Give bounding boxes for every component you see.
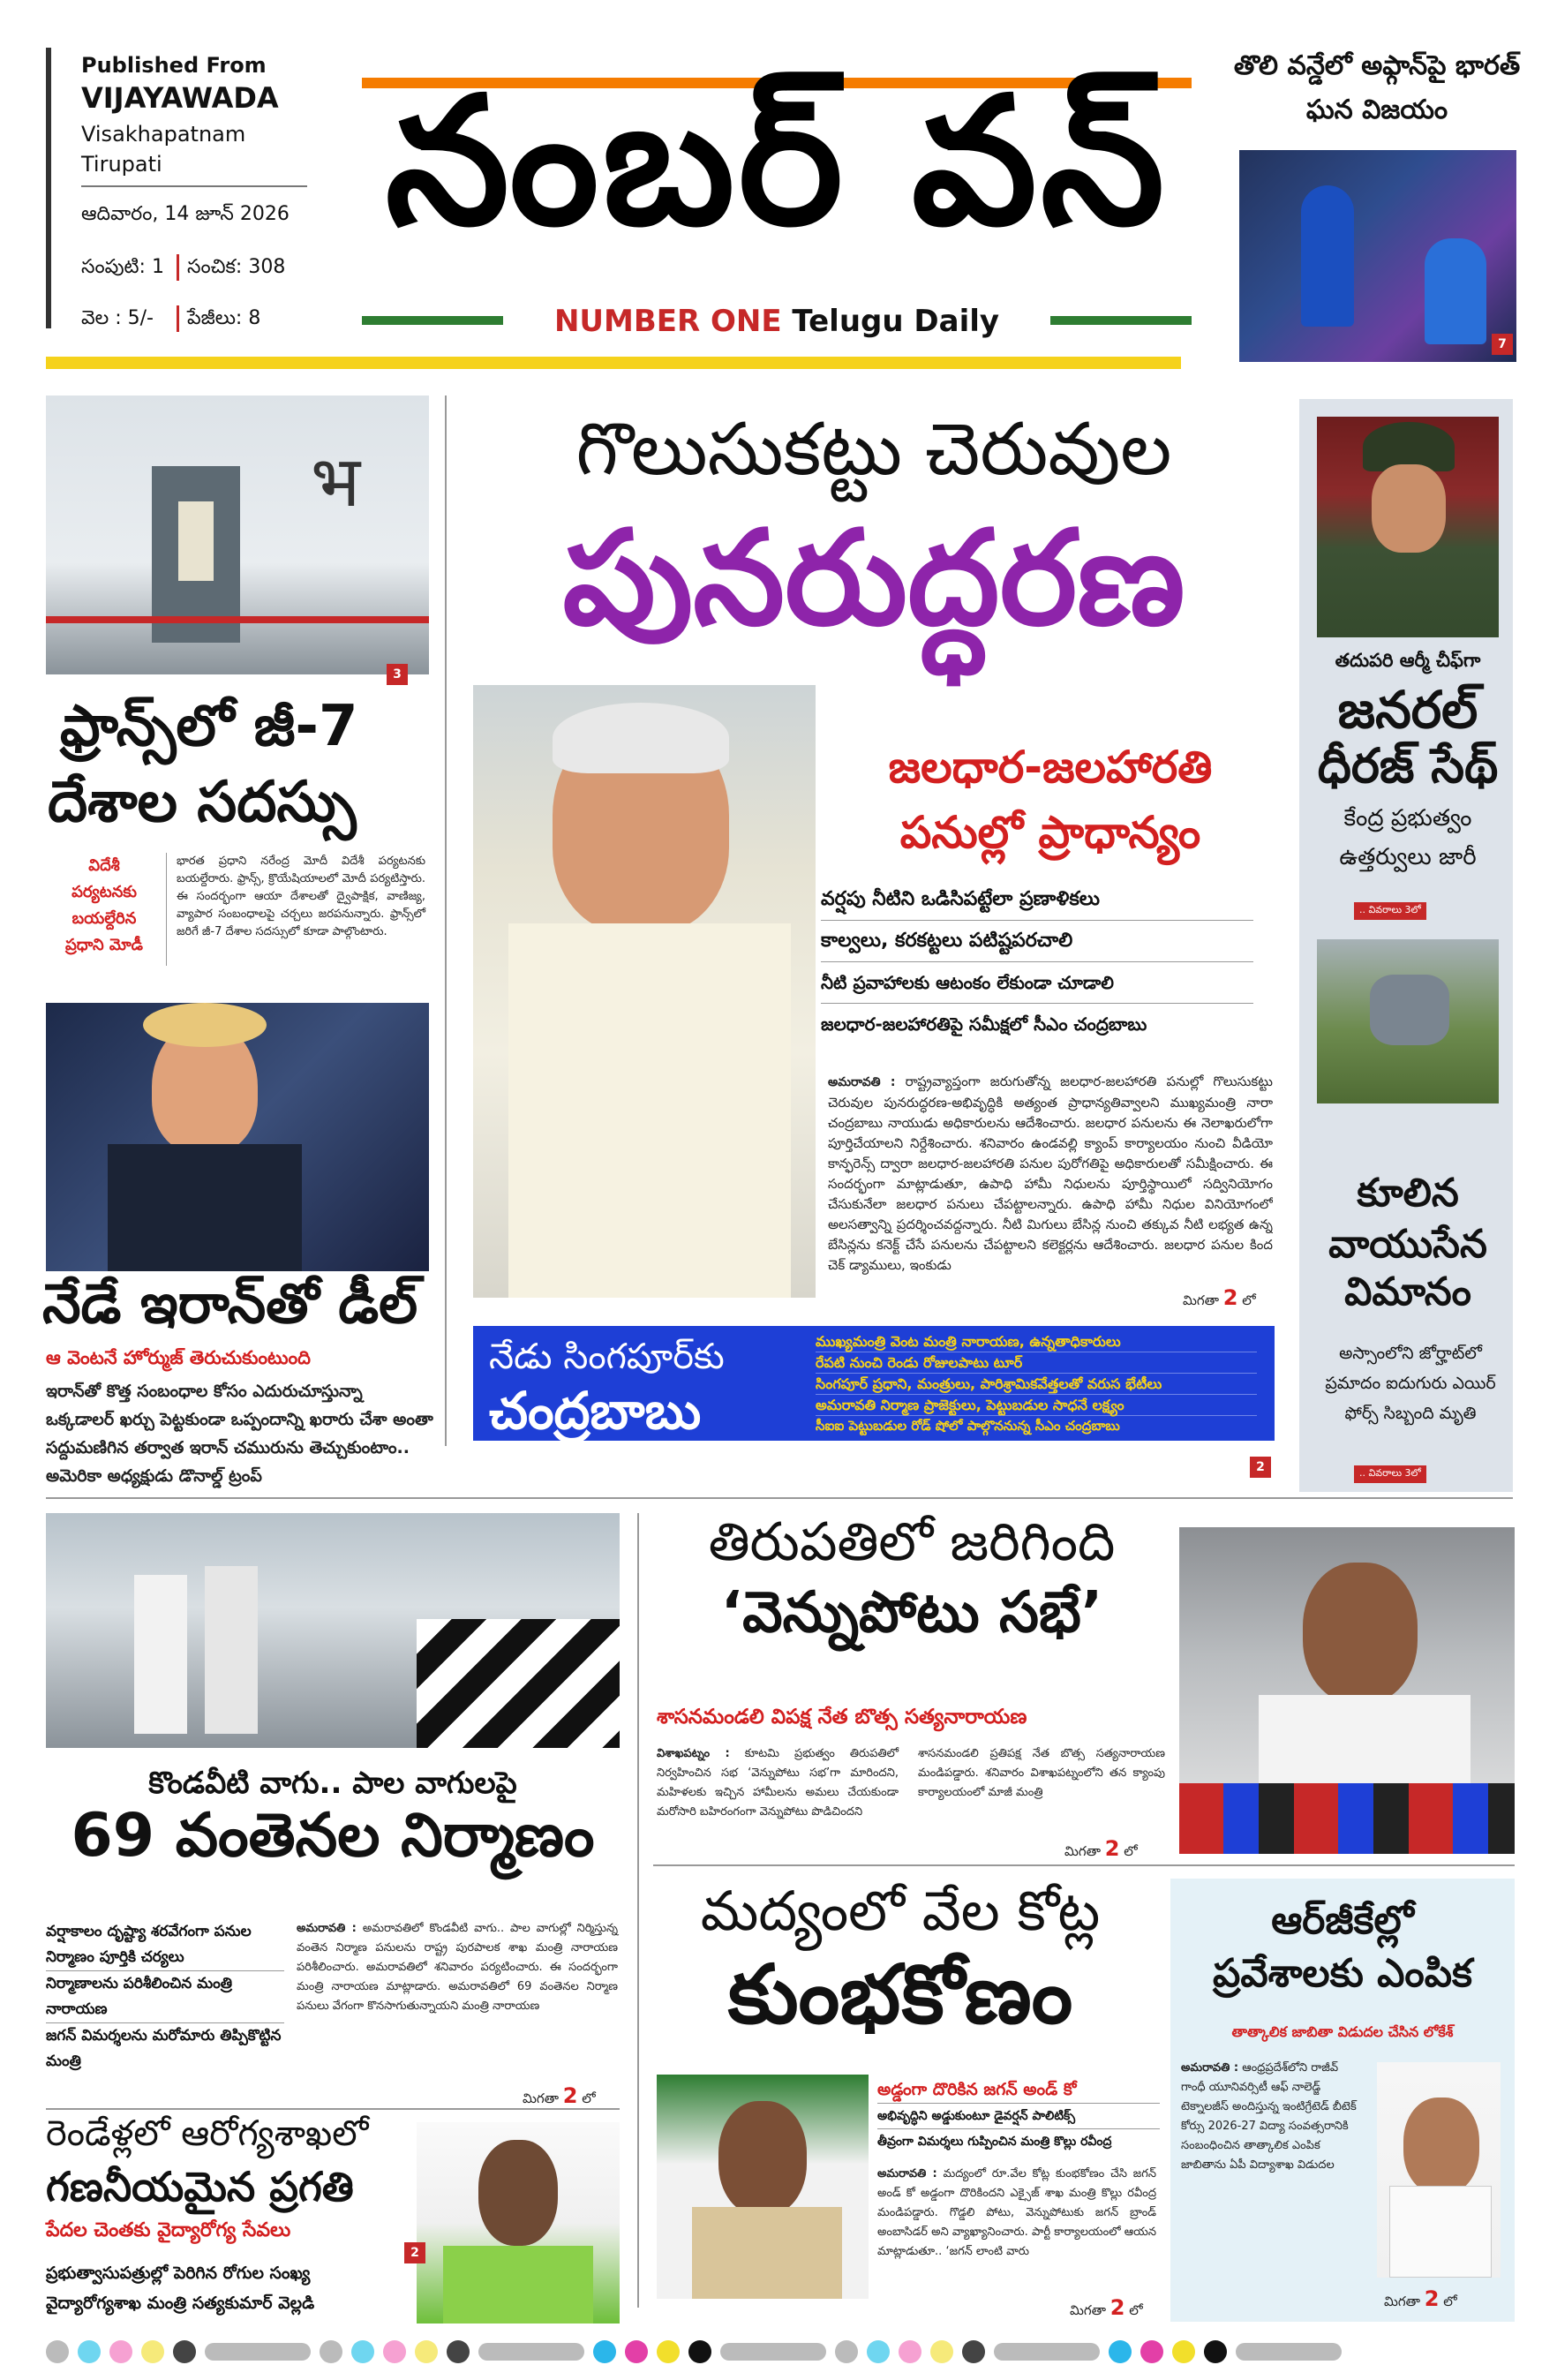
bridges-more: మిగతా 2 లో <box>523 2083 596 2108</box>
masthead-underline <box>46 357 1181 369</box>
tirupati-more: మిగతా 2 లో <box>1064 1836 1138 1861</box>
health-divider <box>46 2108 620 2110</box>
health-sub: పేదల చెంతకు వైద్యారోగ్య సేవలు <box>46 2219 291 2241</box>
rgukt-sub: తాత్కాలిక జాబితా విడుదల చేసిన లోకేశ్ <box>1231 2023 1454 2040</box>
singapore-headline-2: చంద్రబాబు <box>489 1381 702 1441</box>
lead-bullet-2: కాల్వలు, కరకట్టలు పటిష్టపరచాలి <box>821 921 1253 962</box>
chandrababu-photo <box>473 685 816 1298</box>
logo-subtitle: NUMBER ONE Telugu Daily <box>553 304 1000 339</box>
liquor-body: అమరావతి : మద్యంలో రూ.వేల కోట్ల కుంభకోణం చేసి జగన్ అండ్ కో అడ్డంగా దొరికిందని ఎక్సైజ్ శాఖ మంత్రి కొల్లు రవీంద్ర మండిపడ్డారు. గొడ్డలి పోటు, వెన్నుపోటుకు జగన్ బ్రాండ్ అంబాసిడర్ అని వ్యాఖ్యానించారు. పార్టీ కార్యాలయంలో ఆయన మాట్లాడుతూ.. ‘జగన్ లాంటి వారు <box>877 2167 1156 2258</box>
lead-more: మిగతా 2 లో <box>1183 1285 1256 1310</box>
volume: సంపుటి: 1 <box>81 256 164 278</box>
crash-headline-3: విమానం <box>1344 1269 1471 1314</box>
army-headline-1: జనరల్ <box>1337 680 1478 740</box>
bridges-headline: 69 వంతెనల నిర్మాణం <box>71 1801 595 1871</box>
botcha-photo <box>1179 1527 1515 1854</box>
bridge-inspection-photo <box>46 1513 620 1748</box>
iran-headline: నేడే ఇరాన్‌తో డీల్ <box>42 1271 418 1336</box>
liquor-divider <box>653 1864 1515 1866</box>
health-headline-2: గణనీయమైన ప్రగతి <box>46 2163 354 2211</box>
lead-bullet-1: వర్షపు నీటిని ఒడిసిపట్టేలా ప్రణాళికలు <box>821 879 1253 921</box>
lokesh-photo <box>1377 2062 1501 2278</box>
army-kicker: తదుపరి ఆర్మీ చీఫ్‌గా <box>1335 650 1481 671</box>
army-sub-1: కేంద్ర ప్రభుత్వం <box>1343 805 1472 832</box>
registration-bar <box>46 2338 1513 2366</box>
bridges-kicker: కొండవీటి వాగు.. పాల వాగులపై <box>148 1766 517 1801</box>
satyakumar-photo <box>417 2122 620 2324</box>
kollu-ravindra-photo <box>657 2075 869 2299</box>
city-vijayawada: VIJAYAWADA <box>81 81 279 115</box>
top-right-headline: తొలి వన్డేలో అఫ్గాన్‌పై భారత్ ఘన విజయం <box>1233 50 1521 125</box>
lead-bullet-3: నీటి ప్రవాహాలకు ఆటంకం లేకుండా చూడాలి <box>821 962 1253 1004</box>
lead-headline: పునరుద్ధరణ <box>562 502 1185 654</box>
liquor-headline-2: కుంభకోణం <box>727 1947 1073 2042</box>
middle-divider <box>637 1513 639 2308</box>
tirupati-sub: శాసనమండలి విపక్ష నేత బొత్స సత్యనారాయణ <box>657 1706 1027 1729</box>
cricket-page-ref: 7 <box>1492 334 1513 355</box>
g7-body: భారత ప్రధాని నరేంద్ర మోదీ విదేశీ పర్యటనకు బయల్దేరారు. ఫ్రాన్స్, క్రొయేషియాలలో మోదీ పర్యటిస్తారు. ఈ సందర్భంగా ఆయా దేశాలతో ద్వైపాక్షిక, వాణిజ్య, వ్యాపార సంబంధాలపై చర్చలు జరపనున్నారు. ఫ్రాన్స్‌లో జరిగే జీ-7 దేశాల సదస్సులో కూడా పాల్గొంటారు. <box>177 855 425 938</box>
lead-sub-1: జలధార-జలహారతి <box>888 742 1213 793</box>
issue-date: ఆదివారం, 14 జూన్ 2026 <box>81 203 290 225</box>
g7-divider <box>166 853 167 966</box>
issue-number: సంచిక: 308 <box>187 256 286 278</box>
cricket-photo <box>1239 150 1516 362</box>
top-right-story <box>1227 44 1527 132</box>
crash-headline-1: కూలిన <box>1357 1171 1459 1216</box>
army-headline-2: ధీరజ్ సేథ్ <box>1317 738 1499 794</box>
health-headline-1: రెండేళ్లలో ఆరోగ్యశాఖలో <box>46 2113 369 2154</box>
published-from: Published From <box>81 53 267 78</box>
price: వెల : 5/- <box>81 307 154 329</box>
tirupati-headline-2: ‘వెన్నుపోటు సభే’ <box>720 1580 1103 1646</box>
left-column-divider <box>445 395 447 1446</box>
crash-details-chip: .. వివరాలు 3లో <box>1354 1465 1426 1483</box>
bridges-body: అమరావతి : అమరావతిలో కొండవీటి వాగు.. పాల వాగుల్లో నిర్మిస్తున్న వంతెన నిర్మాణ పనులను రాష్ట్ర పురపాలక శాఖ మంత్రి నారాయణ పరిశీలించారు. అమరావతిలో శనివారం పర్యటించారు. ఈ సందర్భంగా మంత్రి నారాయణ మాట్లాడారు. అమరావతిలో 69 వంతెనల నిర్మాణ పనులు వేగంగా కొనసాగుతున్నాయని మంత్రి నారాయణ <box>297 1922 618 2013</box>
liquor-headline-1: మద్యంలో వేల కోట్ల <box>700 1879 1101 1943</box>
rgukt-headline-2: ప్రవేశాలకు ఎంపిక <box>1213 1951 1472 1996</box>
tirupati-body-1: విశాఖపట్నం : కూటమి ప్రభుత్వం తిరుపతిలో నిర్వహించిన సభ ‘వెన్నుపోటు సభ’గా మారిందని, మహిళలకు ఇచ్చిన హామీలను అమలు చేయకుండా మరోసారి బహిరంగంగా వెన్నుపోటు పొడిచిందని <box>657 1747 899 1819</box>
crash-headline-2: వాయుసేన <box>1328 1222 1487 1267</box>
iran-sub: ఆ వెంటనే హోర్ముజ్ తెరుచుకుంటుంది <box>46 1347 311 1368</box>
masthead-info <box>46 48 311 339</box>
lead-dateline: అమరావతి : <box>828 1075 896 1089</box>
liquor-subs: అడ్డంగా దొరికిన జగన్ అండ్ కో అభివృద్ధిని అడ్డుకుంటూ డైవర్షన్ పాలిటిక్స్ తీవ్రంగా విమర్శలు గుప్పించిన మంత్రి కొల్లు రవీంద్ర <box>877 2076 1160 2154</box>
city-tirupati: Tirupati <box>81 152 162 177</box>
g7-headline-1: ఫ్రాన్స్‌లో జీ-7 <box>60 694 358 759</box>
lead-sub-2: పనుల్లో ప్రాధాన్యం <box>899 807 1201 858</box>
singapore-headline-1: నేడు సింగపూర్‌కు <box>489 1337 725 1377</box>
iran-body: ఇరాన్‌తో కొత్త సంబంధాల కోసం ఎదురుచూస్తున్నా ఒక్కడాలర్ ఖర్చు పెట్టకుండా ఒప్పందాన్ని ఖరారు చేశా అంతా సద్దుమణిగిన తర్వాత ఇరాన్ చమురును తెచ్చుకుంటాం.. అమెరికా అధ్యక్షుడు డొనాల్డ్ ట్రంప్ <box>46 1382 433 1486</box>
plane-crash-photo <box>1317 939 1499 1103</box>
rgukt-body: అమరావతి : ఆంధ్రప్రదేశ్‌లోని రాజీవ్ గాంధీ యూనివర్సిటీ ఆఫ్ నాలెడ్జ్ టెక్నాలజీస్ అందిస్తున్న ఇంటిగ్రేటెడ్ బీటెక్ కోర్సు 2026-27 విద్యా సంవత్సరానికి సంబంధించిన తాత్కాలిక ఎంపిక జాబితాను ఏపీ విద్యాశాఖ విడుదల <box>1181 2061 1357 2172</box>
g7-page-ref: 3 <box>387 664 408 685</box>
rgukt-headline-1: ఆర్‌జీకేల్లో <box>1271 1898 1414 1943</box>
singapore-box <box>473 1326 1275 1441</box>
army-details-chip: .. వివరాలు 3లో <box>1354 902 1426 920</box>
modi-plane-photo: भ <box>46 395 429 674</box>
bridges-bullets: వర్షాకాలం దృష్ట్యా శరవేగంగా పనుల నిర్మాణం పూర్తికి చర్యలు నిర్మాణాలను పరిశీలించిన మంత్రి నారాయణ జగన్ విమర్శలను మరోమారు తిప్పికొట్టిన మంత్రి <box>46 1919 284 2075</box>
g7-kicker: విదేశీ పర్యటనకు బయల్దేరిన ప్రధాని మోడీ <box>64 856 143 954</box>
g7-headline-2: దేశాల సదస్సు <box>48 770 357 835</box>
army-sub-2: ఉత్తర్వులు జారీ <box>1339 844 1477 870</box>
rgukt-more: మిగతా 2 లో <box>1384 2286 1457 2311</box>
army-chief-photo <box>1317 417 1499 637</box>
lead-body: అమరావతి : రాష్ట్రవ్యాప్తంగా జరుగుతోన్న జలధార-జలహారతి పనుల్లో గొలుసుకట్టు చెరువుల పునరుద్ధరణ-అభివృద్ధికి అత్యంత ప్రాధాన్యతివ్వాలని ముఖ్యమంత్రి నారా చంద్రబాబు నాయుడు అధికారులను ఆదేశించారు. జలధార పనులను ఈ నెలాఖరులోగా పూర్తిచేయాలని నిర్దేశించారు. శనివారం ఉండవల్లి క్యాంప్ కార్యాలయం నుంచి వీడియో కాన్ఫరెన్స్ ద్వారా జలధార-జలహారతి పనుల పురోగతిపై అధికారులతో సమీక్షించారు. ఈ సందర్భంగా మాట్లాడుతూ, ఉపాధి హామీ నిధులను పూర్తిస్థాయిలో సద్వినియోగం చేసుకునేలా జలధార పనులు చేపట్టాలన్నారు. ఉపాధి హామీ నిధుల వినియోగంలో అలసత్వాన్ని ప్రదర్శించవద్దన్నారు. నీటి మిగులు బేసిన్ల నుంచి తక్కువ నీటి లభ్యత ఉన్న బేసిన్లను కనెక్ట్ చేసే పనులను చేపట్టాలని కలెక్టర్లను ఆదేశించారు. జలధార పనుల కింద చెక్ డ్యాములు, ఇంకుడు <box>828 1073 1273 1273</box>
health-page-ref: 2 <box>404 2242 425 2263</box>
trump-photo <box>46 1003 429 1271</box>
lead-kicker: గొలుసుకట్టు చెరువుల <box>575 408 1172 492</box>
lead-bullets <box>821 879 1253 1044</box>
lead-bullet-4: జలధార-జలహారతిపై సమీక్షలో సీఎం చంద్రబాబు <box>821 1013 1147 1035</box>
liquor-more: మిగతా 2 లో <box>1070 2295 1143 2320</box>
logo <box>362 34 1192 351</box>
tirupati-headline-1: తిరుపతిలో జరిగింది <box>708 1511 1116 1573</box>
health-lines: ప్రభుత్వాసుపత్రుల్లో పెరిగిన రోగుల సంఖ్య వైద్యారోగ్యశాఖ మంత్రి సత్యకుమార్ వెల్లడి <box>46 2263 315 2313</box>
section-divider <box>46 1497 1513 1499</box>
city-visakhapatnam: Visakhapatnam <box>81 122 246 147</box>
singapore-page-ref: 2 <box>1250 1457 1271 1478</box>
page-count: పేజీలు: 8 <box>187 307 261 329</box>
singapore-items: ముఖ్యమంత్రి వెంట మంత్రి నారాయణ, ఉన్నతాధికారులు రేపటి నుంచి రెండు రోజులపాటు టూర్ సింగపూర్ ప్రధాని, మంత్రులు, పారిశ్రామికవేత్తలతో వరుస భేటీలు అమరావతి నిర్మాణ ప్రాజెక్టులు, పెట్టుబడుల సాధనే లక్ష్యం సీఐఐ పెట్టుబడుల రోడ్ షోలో పాల్గొననున్న సీఎం చంద్రబాబు <box>816 1331 1257 1436</box>
tirupati-body-2: శాసనమండలి ప్రతిపక్ష నేత బొత్స సత్యనారాయణ మండిపడ్డారు. శనివారం విశాఖపట్నంలోని తన క్యాంపు కార్యాలయంలో మాజీ మంత్రి <box>918 1747 1165 1799</box>
logo-title: నంబర్ వన్ <box>385 59 1169 265</box>
crash-body: అస్సాంలోని జోర్హాట్‌లో ప్రమాదం ఐదుగురు ఎయిర్ ఫోర్స్ సిబ్బంది మృతి <box>1325 1344 1496 1423</box>
